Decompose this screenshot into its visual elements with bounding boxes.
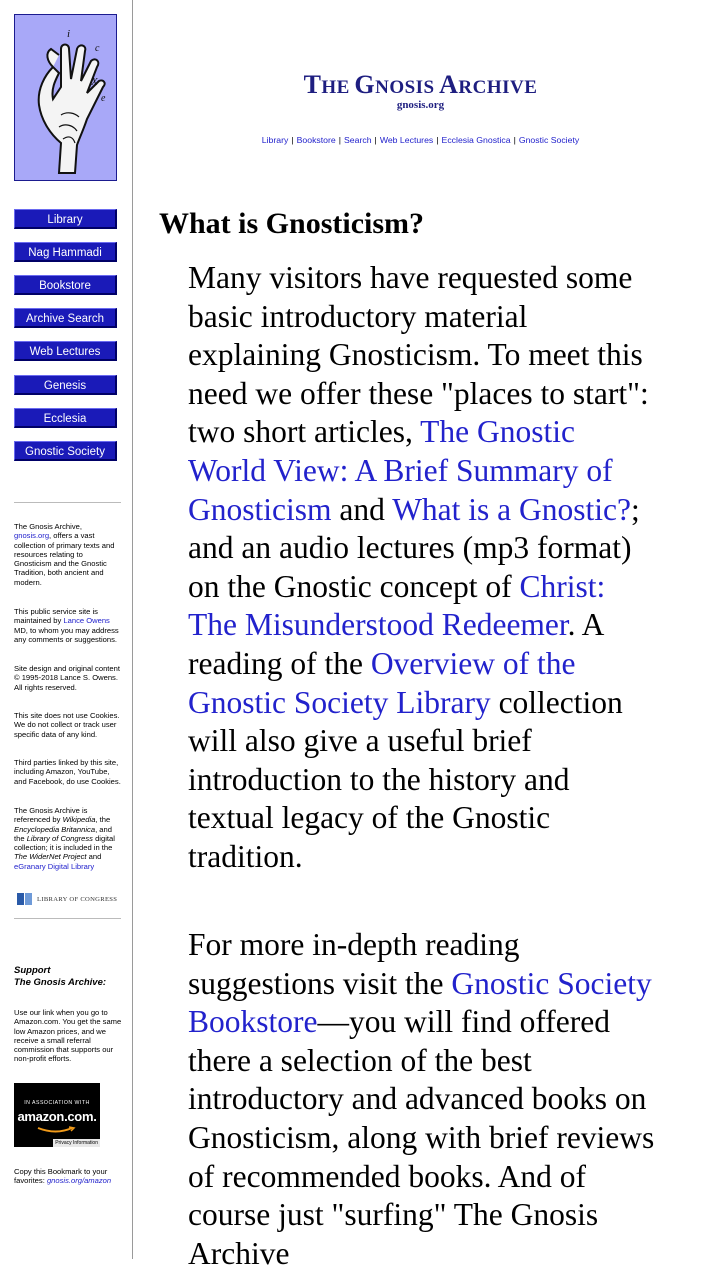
p1-text-2: and (331, 491, 385, 527)
nav-separator: | (291, 135, 294, 145)
sidebar-button-bookstore[interactable]: Bookstore (14, 275, 117, 295)
p1-text-5: collection will also give a useful brief introduction to the history and textual legacy of the Gnostic tradition. (188, 684, 623, 874)
library-of-congress-ref: Library of Congress (26, 833, 93, 843)
nav-separator: | (436, 135, 439, 145)
logo-letter-x: X (91, 76, 98, 88)
widernet-ref: The WiderNet Project (14, 852, 87, 862)
sidebar-button-gnostic-society[interactable]: Gnostic Society (14, 441, 117, 461)
p1-text-1: Many visitors have requested some basic introductory material explaining Gnosticism. To meet this need we offer these "places to start": two short articles, (188, 260, 649, 450)
what-is-a-gnostic-link[interactable]: What is a Gnostic? (392, 491, 631, 527)
top-nav-ecclesia-gnostica[interactable]: Ecclesia Gnostica (441, 135, 511, 145)
sidebar-maintainer-text (14, 607, 122, 644)
title-letter-a: A (439, 70, 459, 99)
sidebar-divider-2 (14, 918, 121, 919)
references-text-3: , and the (14, 824, 112, 843)
reading-paragraph (188, 926, 658, 1273)
lance-owens-link[interactable]: Lance Owens (63, 616, 110, 626)
top-nav-gnostic-society[interactable]: Gnostic Society (518, 135, 580, 145)
sidebar-cookies-text: This site does not use Cookies. We do not collect or track user specific data of any kind. (14, 711, 120, 739)
support-heading-line-1: Support (14, 965, 51, 976)
references-text-2: , the (95, 815, 111, 825)
sidebar-third-parties-text: Third parties linked by this site, including Amazon, YouTube, and Facebook, do use Cookies. (14, 758, 121, 786)
sidebar-copyright-text: Site design and original content © 1995-2018 Lance S. Owens. All rights reserved. (14, 664, 120, 692)
title-letter-g: G (354, 70, 376, 99)
p1-text-4: . A reading of the (188, 607, 603, 681)
top-nav (133, 135, 708, 145)
support-heading (14, 965, 124, 989)
christ-misunderstood-redeemer-link[interactable]: Christ: The Misunderstood Redeemer (188, 568, 606, 643)
title-rest-the: HE (321, 77, 350, 98)
p1-text-3: ; and an audio lectures (mp3 format) on the Gnostic concept of (188, 491, 640, 604)
sidebar-divider (14, 502, 121, 503)
gnosis-org-link[interactable]: gnosis.org (14, 531, 50, 541)
sidebar-about-text (14, 522, 122, 587)
britannica-ref: Encyclopedia Britannica (14, 824, 96, 834)
support-text: Use our link when you go to Amazon.com. You get the same low Amazon prices, and we receive a small referral commission that supports our non-profit efforts. (14, 1008, 122, 1064)
wikipedia-ref: Wikipedia (62, 815, 96, 825)
top-nav-bookstore[interactable]: Bookstore (296, 135, 336, 145)
amazon-privacy-link[interactable]: Privacy Information (55, 1140, 98, 1146)
title-letter-t: T (303, 70, 322, 99)
sidebar-button-nag-hammadi[interactable]: Nag Hammadi (14, 242, 117, 262)
sidebar-button-ecclesia[interactable]: Ecclesia (14, 408, 117, 428)
amazon-logo-text: amazon.com. (17, 1109, 97, 1124)
nav-separator: | (338, 135, 342, 145)
amazon-associate-badge[interactable] (14, 1083, 100, 1147)
bookmark-text-before: Copy this Bookmark to your favorites: (14, 1167, 108, 1186)
references-text-5: and (88, 852, 102, 862)
sidebar-button-web-lectures[interactable]: Web Lectures (14, 341, 117, 361)
support-heading-line-2: The Gnosis Archive: (14, 977, 107, 988)
amazon-smile-icon (36, 1126, 76, 1134)
egranary-link[interactable]: eGranary Digital Library (14, 861, 95, 871)
maintainer-text-after: MD, to whom you may address any comments or suggestions. (14, 625, 119, 644)
library-of-congress-badge[interactable] (16, 892, 122, 906)
top-nav-search[interactable]: Search (344, 135, 372, 145)
about-text-a: The Gnosis Archive, (14, 522, 82, 531)
nav-separator: | (374, 135, 377, 145)
logo-letter-c: c (95, 43, 100, 54)
library-of-congress-label: LIBRARY OF CONGRESS (37, 895, 118, 903)
site-logo-hand-icon[interactable] (14, 14, 117, 181)
library-overview-link[interactable]: Overview of the Gnostic Society Library (188, 645, 576, 720)
references-text-4: digital collection; it is included in the (14, 833, 115, 853)
logo-letter-e: e (101, 93, 106, 104)
sidebar-button-genesis[interactable]: Genesis (14, 375, 117, 395)
title-rest-gnosis: NOSIS (375, 77, 435, 98)
bookmark-text (14, 1167, 122, 1186)
site-title[interactable] (133, 70, 708, 100)
top-nav-library[interactable]: Library (261, 135, 289, 145)
site-domain: gnosis.org (396, 99, 445, 111)
sidebar-button-library[interactable]: Library (14, 209, 117, 229)
references-text-1: The Gnosis Archive is referenced by (14, 806, 88, 825)
gnostic-society-bookstore-link[interactable]: Gnostic Society Bookstore (188, 965, 652, 1040)
sidebar-references-text (14, 806, 122, 871)
amazon-assoc-text: IN ASSOCIATION WITH (24, 1100, 90, 1106)
page-heading: What is Gnosticism? (159, 207, 425, 240)
library-of-congress-icon (16, 892, 33, 906)
p2-text-1: For more in-depth reading suggestions visit the (188, 927, 520, 1001)
p2-text-2: —you will find offered there a selection of the best introductory and advanced books on Gnosticism, along with brief reviews of recommended books. And of course just "surfing" The Gnosis Archive (188, 1004, 655, 1271)
title-rest-archive: RCHIVE (458, 77, 538, 98)
logo-letter-i: i (67, 28, 71, 40)
nav-separator: | (513, 135, 516, 145)
about-text-b: , offers a vast collection of primary texts and resources relating to Gnosticism and the Gnostic Tradition, both ancient and modern. (14, 531, 115, 587)
gnostic-world-view-link[interactable]: The Gnostic World View: A Brief Summary of Gnosticism (188, 414, 613, 527)
sidebar (0, 0, 133, 1259)
top-nav-web-lectures[interactable]: Web Lectures (379, 135, 434, 145)
maintainer-text-before: This public service site is maintained by (14, 607, 98, 626)
amazon-bookmark-link[interactable]: gnosis.org/amazon (46, 1176, 112, 1186)
sidebar-button-archive-search[interactable]: Archive Search (14, 308, 117, 328)
intro-paragraph (188, 259, 658, 877)
